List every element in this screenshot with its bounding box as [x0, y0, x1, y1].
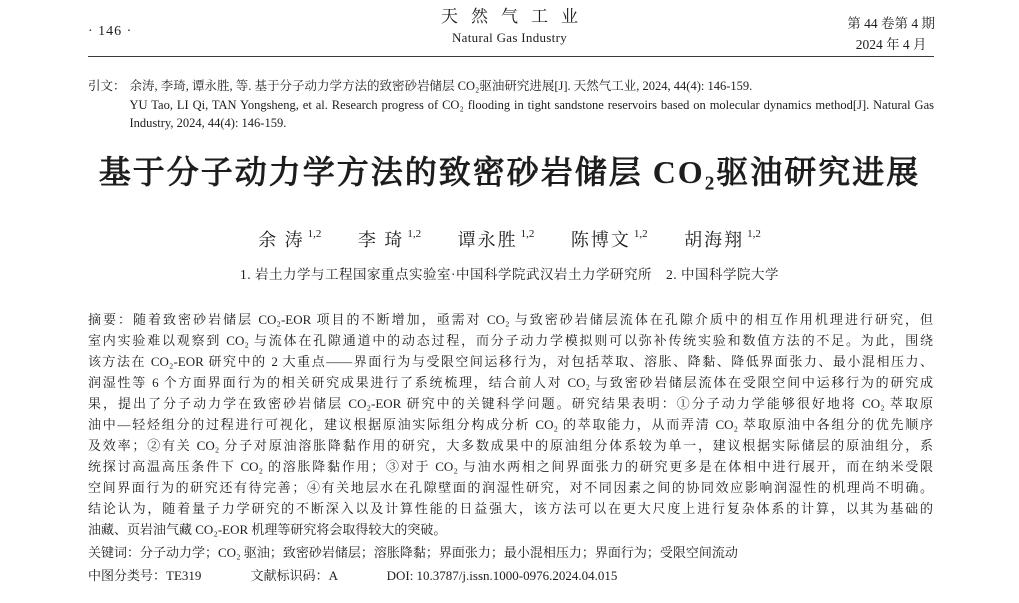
author-affil-superscript: 1,2: [407, 228, 422, 240]
abstract-label: 摘要：: [88, 312, 134, 327]
author: [571, 230, 648, 250]
author-name: 余 涛: [258, 230, 305, 250]
citation-english: YU Tao, LI Qi, TAN Yongsheng, et al. Research progress of CO₂ flooding in tight sandstone reservoirs based on molecular dynamics method[J]. Natural Gas Industry, 2024, 44(4): 146-159.: [129, 97, 934, 130]
author: [358, 230, 421, 250]
author-name: 陈博文: [570, 230, 631, 250]
author: [684, 230, 761, 250]
volume-issue: 第 44 卷第 4 期: [847, 16, 935, 31]
article-title: 基于分子动力学方法的致密砂岩储层 CO₂驱油研究进展: [98, 154, 921, 190]
citation-body: [130, 77, 934, 133]
author-affil-superscript: 1,2: [747, 228, 761, 240]
keywords-label: 关键词：: [88, 545, 141, 560]
abstract-line: 统探讨高温高压条件下 CO₂ 的溶胀降黏作用；③对于 CO₂ 与油水两相之间界面张力的研究更多是在体相中进行展开，而在纳米受限: [88, 459, 933, 474]
abstract-line: 果，提出了分子动力学在致密砂岩储层 CO₂-EOR 研究中的关键科学问题。研究结果表明：①分子动力学能够很好地将 CO₂ 萃取原: [88, 396, 933, 411]
author-affil-superscript: 1,2: [633, 228, 648, 240]
journal-title-en: Natural Gas Industry: [451, 30, 568, 45]
affiliations: 1. 岩土力学与工程国家重点实验室·中国科学院武汉岩土力学研究所 2. 中国科学院大学: [240, 267, 779, 282]
citation-label: 引文：: [88, 79, 126, 93]
doc-code: A: [328, 568, 338, 583]
author: [458, 230, 535, 250]
abstract-line: 室内实验难以观察到 CO₂ 与流体在孔隙通道中的动态过程，而分子动力学模拟则可以弥补传统实验和数值方法的不足。为此，围绕: [88, 333, 933, 348]
clc-label: 中图分类号：: [88, 568, 167, 583]
author-list: [0, 226, 1019, 252]
doc-code-label: 文献标识码：: [250, 568, 329, 583]
abstract-line: [88, 309, 933, 330]
author-name: 胡海翔: [684, 230, 745, 250]
abstract-line: 油中—轻烃组分的过程进行可视化，建议根据原油实际组分构成分析 CO₂ 的萃取能力，从而弄清 CO₂ 萃取原油中各组分的优先顺序: [88, 417, 933, 432]
page-number: · 146 ·: [88, 24, 133, 39]
citation-block: [88, 77, 934, 133]
abstract-text: 随着致密砂岩储层 CO₂-EOR 项目的不断增加，亟需对 CO₂ 与致密砂岩储层流体在孔隙介质中的相互作用机理进行研究，但: [133, 312, 933, 327]
doi: DOI: 10.3787/j.issn.1000-0976.2024.04.015: [386, 568, 618, 583]
abstract-line: 空间界面行为的研究还有待完善；④有关地层水在孔隙壁面的润湿性研究，对不同因素之间的协同效应影响润湿性的机理尚不明确。: [88, 480, 933, 495]
clc-number: TE319: [166, 568, 202, 583]
citation-chinese: 余涛, 李琦, 谭永胜, 等. 基于分子动力学方法的致密砂岩储层 CO₂驱油研究进展[J]. 天然气工业, 2024, 44(4): 146-159.: [129, 79, 753, 93]
abstract-line: 润湿性等 6 个方面界面行为的相关研究成果进行了系统梳理，结合前人对 CO₂ 与致密砂岩储层流体在受限空间中运移行为的研究成: [88, 375, 933, 390]
keywords-line: [88, 542, 933, 561]
author-affil-superscript: 1,2: [520, 228, 535, 240]
abstract-line: 该方法在 CO₂-EOR 研究中的 2 大重点——界面行为与受限空间运移行为，对包括萃取、溶胀、降黏、降低界面张力、最小混相压力、: [88, 354, 933, 369]
abstract-line: 油藏、页岩油气藏 CO₂-EOR 机理等研究将会取得较大的突破。: [88, 522, 447, 537]
keywords-text: 分子动力学；CO₂ 驱油；致密砂岩储层；溶胀降黏；界面张力；最小混相压力；界面行为；受限空间流动: [140, 545, 738, 560]
abstract-section: [88, 309, 933, 540]
author-name: 谭永胜: [457, 230, 518, 250]
issue-info: [847, 13, 935, 55]
author-name: 李 琦: [357, 230, 405, 250]
journal-title-cn: 天然气工业: [441, 7, 591, 26]
header-rule: [88, 56, 934, 57]
author: [258, 230, 321, 250]
article-meta-line: [88, 565, 933, 584]
author-affil-superscript: 1,2: [307, 228, 322, 240]
issue-date: 2024 年 4 月: [855, 37, 927, 52]
abstract-line: 结论认为，随着量子力学研究的不断深入以及计算性能的日益强大，该方法可以在更大尺度上进行复杂体系的计算，以其为基础的: [88, 501, 933, 516]
abstract-line: 及效率；②有关 CO₂ 分子对原油溶胀降黏作用的研究，大多数成果中的原油组分体系较为单一，建议根据实际储层的原油组分，系: [88, 438, 933, 453]
